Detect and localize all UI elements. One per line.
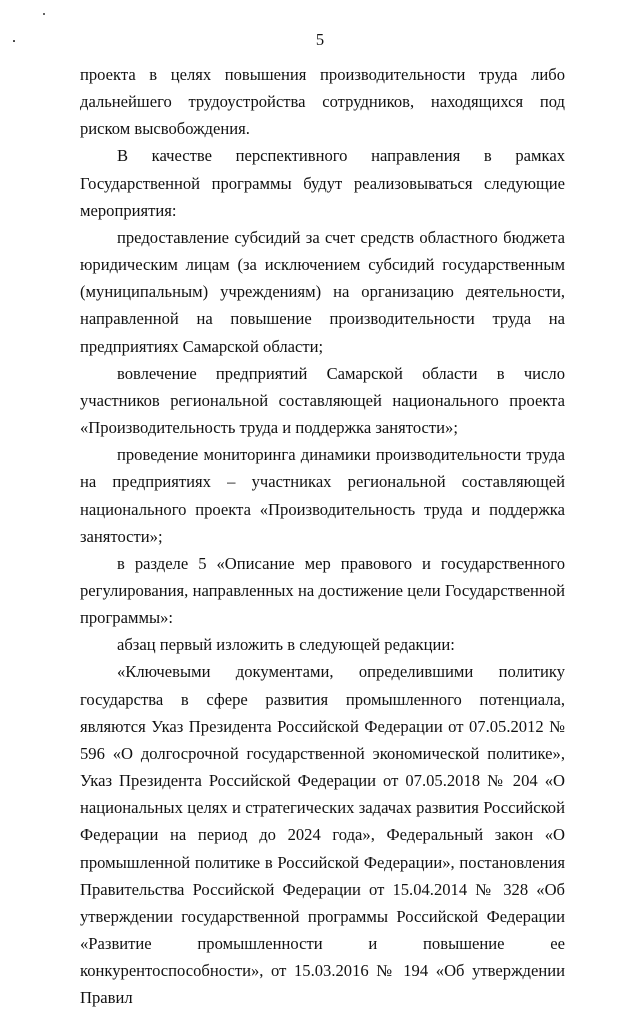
paragraph: вовлечение предприятий Самарской области в число участников региональной составляющей национального проекта «Производительность труда и поддержка занятости»;: [80, 363, 565, 438]
paragraph: предоставление субсидий за счет средств областного бюджета юридическим лицам (за исключением субсидий государственным (муниципальным) учреждениям) на организацию деятельности, направленной на повышение производительности труда на предприятиях Самарской области;: [80, 227, 565, 356]
paragraph: В качестве перспективного направления в рамках Государственной программы будут реализовываться следующие мероприятия:: [80, 146, 565, 220]
paragraph: «Ключевыми документами, определившими политику государства в сфере развития промышленного потенциала, являются Указ Президента Российской Федерации от 07.05.2012 № 596 «О долгосрочной государственной экономической политике», Указ Президента Российской Федерации от 07.05.2018 № 204 «О национальных целях и стратегических задачах развития Российской Федерации на период до 2024 года», Федеральный закон «О промышленной политике в Российской Федерации», постановления Правительства Российской Федерации от 15.04.2014 № 328 «Об утверждении государственной программы Российской Федерации «Развитие промышленности и повышение ее конкурентоспособности», от 15.03.2016 № 194 «Об утверждении Правил: [80, 662, 565, 1008]
paragraph: проекта в целях повышения производительности труда либо дальнейшего трудоустройства сотрудников, находящихся под риском высвобождения.: [80, 65, 565, 139]
paragraph: абзац первый изложить в следующей редакции:: [117, 635, 455, 655]
paragraph: проведение мониторинга динамики производительности труда на предприятиях – участниках региональной составляющей национального проекта «Производительность труда и поддержка занятости»;: [80, 445, 565, 546]
document-body: [80, 61, 565, 1011]
scan-speck: [43, 13, 45, 15]
page-number: 5: [315, 30, 325, 49]
paragraph: в разделе 5 «Описание мер правового и государственного регулирования, направленных на достижение цели Государственной программы»:: [80, 553, 565, 628]
